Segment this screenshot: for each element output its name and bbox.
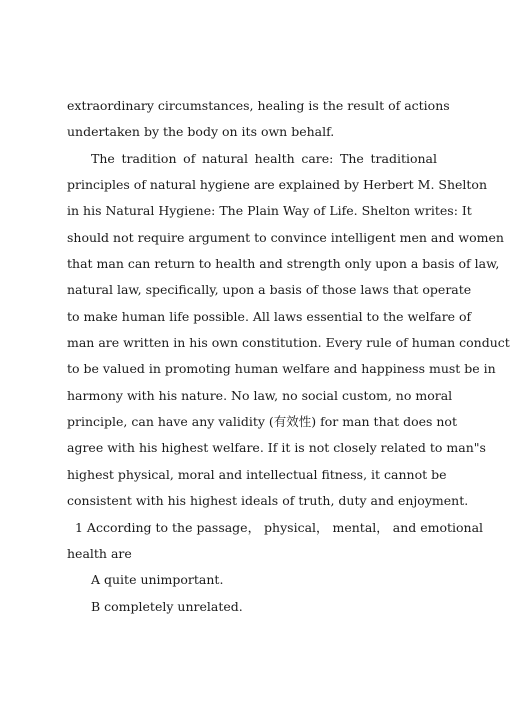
paragraph bbox=[67, 146, 510, 515]
text-line: principles of natural hygiene are explained by Herbert M. Shelton bbox=[67, 177, 487, 193]
text-line: The tradition of natural health care: The traditional bbox=[91, 150, 437, 166]
text-line: undertaken by the body on its own behalf. bbox=[67, 124, 335, 140]
question-stem-line: 1 According to the passage， physical， mental， and emotional bbox=[75, 519, 484, 535]
text-line: should not require argument to convince intelligent men and women bbox=[67, 229, 504, 245]
text-line: to be valued in promoting human welfare and happiness must be in bbox=[67, 361, 496, 377]
text-line: extraordinary circumstances, healing is the result of actions bbox=[67, 98, 450, 113]
text-line: agree with his highest welfare. If it is not closely related to man"s bbox=[67, 440, 486, 456]
answer-option: A quite unimportant. bbox=[91, 572, 224, 588]
text-line: highest physical, moral and intellectual fitness, it cannot be bbox=[67, 466, 447, 482]
question bbox=[67, 515, 484, 568]
text-line: to make human life possible. All laws essential to the welfare of bbox=[67, 308, 472, 324]
question-stem-line: health are bbox=[67, 545, 132, 561]
document-body bbox=[67, 93, 510, 620]
text-line: man are written in his own constitution. Every rule of human conduct bbox=[67, 335, 510, 351]
paragraph bbox=[67, 93, 450, 146]
answer-option: B completely unrelated. bbox=[91, 598, 243, 614]
text-line: harmony with his nature. No law, no social custom, no moral bbox=[67, 387, 453, 403]
text-line: natural law, specifically, upon a basis of those laws that operate bbox=[67, 282, 472, 298]
text-line: consistent with his highest ideals of truth, duty and enjoyment. bbox=[67, 493, 469, 509]
text-line: that man can return to health and strength only upon a basis of law, bbox=[67, 256, 500, 272]
answer-options bbox=[67, 567, 437, 620]
text-line: in his Natural Hygiene: The Plain Way of Life. Shelton writes: It bbox=[67, 203, 472, 219]
text-line: principle, can have any validity (有效性) for man that does not bbox=[67, 414, 457, 430]
